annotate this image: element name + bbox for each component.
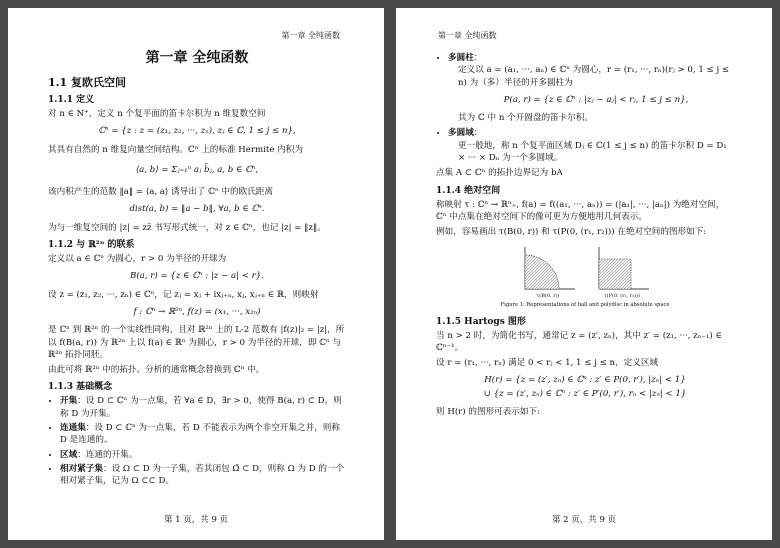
paragraph: 称映射 τ : ℂⁿ → ℝⁿ₊, f(a) = f((a₁, ···, aₙ)) = (|a₁|, ···, |aₙ|) 为绝对空间，ℂⁿ 中点集在绝对空间下的像可更为方便地用几何表示。	[436, 199, 725, 222]
list-item: • 多圆柱： 定义以 a = (a₁, ···, aₙ) ∈ ℂⁿ 为圆心，r = (r₁, ···, rₙ)(rⱼ > 0, 1 ≤ j ≤ n) 为（多）半径的开多圆柱为 P(a, r) = {z ∈ ℂⁿ : |zⱼ − aⱼ| < rⱼ, 1 ≤ j ≤ n}, 其为 ℂ 中 n 个开圆盘的笛卡尔积。	[448, 52, 734, 124]
equation: dist(a, b) = ‖a − b‖, ∀a, b ∈ ℂⁿ.	[129, 204, 265, 215]
paragraph: 定义以 a = (a₁, ···, aₙ) ∈ ℂⁿ 为圆心，r = (r₁, ···, rₙ)(rⱼ > 0, 1 ≤ j ≤ n) 为（多）半径的开多圆柱为	[458, 65, 730, 88]
term: 开集	[60, 396, 78, 407]
term: 连通集	[60, 423, 86, 434]
paragraph: 该内积产生的范数 ‖a‖ = ⟨a, a⟩ 诱导出了 ℂⁿ 中的欧氏距离	[48, 187, 273, 198]
section-title: 1.1 复欧氏空间	[48, 76, 126, 89]
paragraph: 点集 A ⊂ ℂⁿ 的拓扑边界记为 bA	[436, 168, 563, 179]
document-page-1	[8, 8, 384, 540]
paragraph: 当 n > 2 时，为简化书写，通常记 z = (z′, zₙ)，其中 z′ = (z₁, ···, zₙ₋₁) ∈ ℂⁿ⁻¹。	[436, 330, 722, 353]
subsection-title: 1.1.3 基础概念	[48, 382, 113, 393]
equation: P(a, r) = {z ∈ ℂⁿ : |zⱼ − aⱼ| < rⱼ, 1 ≤ j ≤ n},	[503, 94, 689, 105]
subfigure-caption: τ(B(0, r))	[536, 292, 560, 299]
paragraph: 是 ℂⁿ 到 ℝ²ⁿ 的一个实线性同构，且对 ℝ²ⁿ 上的 L-2 范数有 |f(z)|₂ = |z|，所以 f(B(a, r)) 为 ℝ²ⁿ 上以 f(a) ∈ ℝⁿ 为圆心，r > 0 为半径的开球，即 ℂⁿ 与 ℝ²ⁿ 拓扑同胚。	[48, 325, 345, 360]
equation: ℂⁿ = {z : z = (z₁, z₂, ···, zₙ), zⱼ ∈ ℂ, 1 ≤ j ≤ n},	[98, 126, 296, 137]
list-item	[60, 395, 346, 420]
figure-polydisc	[593, 245, 651, 300]
list-item	[60, 463, 346, 488]
subsection-title: 1.1.2 与 ℝ²ⁿ 的联系	[48, 240, 135, 251]
term: 相对紧子集	[60, 463, 103, 474]
term: 多圆柱	[448, 53, 474, 63]
list-item	[60, 449, 346, 461]
paragraph: 则 H(r) 的图形可表示如下:	[436, 407, 541, 418]
page-footer: 第 1 页，共 9 页	[163, 514, 229, 525]
paragraph: 设 r = (r₁, ···, rₙ) 满足 0 < rⱼ < 1, 1 ≤ j ≤ n，定义区域	[436, 358, 659, 369]
page-footer: 第 2 页，共 9 页	[551, 514, 617, 525]
subsection-title: 1.1.5 Hartogs 图形	[436, 316, 526, 327]
equation: H(r) = {z = (z′, zₙ) ∈ ℂⁿ : z′ ∈ P(0, r′), |zₙ| < 1}	[484, 375, 686, 386]
running-head: 第一章 全纯函数	[281, 31, 340, 40]
equation: B(a, r) = {z ∈ ℂⁿ : |z − a| < r}.	[130, 271, 264, 282]
definition-list	[48, 395, 346, 487]
paragraph: 对 n ∈ N⁺，定义 n 个复平面的笛卡尔积为 n 维复数空间	[48, 109, 266, 119]
figure-caption: Figure 1: Representations of ball and polydisc in absolute space	[500, 301, 670, 308]
figure	[436, 245, 734, 300]
paragraph: 定义以 a ∈ ℂⁿ 为圆心，r > 0 为半径的开球为	[48, 254, 227, 265]
page-body	[48, 48, 346, 490]
paragraph: 其为 ℂ 中 n 个开圆盘的笛卡尔积。	[458, 113, 594, 124]
definition-list	[436, 52, 734, 164]
polydisc-absolute-plot	[593, 245, 651, 293]
definition: ：连通的开集。	[77, 449, 138, 460]
equation: ⟨a, b⟩ = Σⱼ₌₁ⁿ aⱼ b̄ⱼ, a, b ∈ ℂⁿ,	[135, 164, 259, 175]
subsection-title: 1.1.4 绝对空间	[436, 185, 501, 196]
paragraph: 设 z = (z₁, z₂, ···, zₙ) ∈ ℂⁿ，记 zⱼ = xⱼ + ixⱼ₊ₙ, xⱼ, xⱼ₊ₙ ∈ ℝ，则映射	[48, 289, 319, 300]
paragraph: 例如，容易画出 τ(B(0, r)) 和 τ(P(0, (r₁, r₂))) 在绝对空间的图形如下:	[436, 227, 707, 238]
page-body	[436, 52, 734, 421]
figure-ball	[519, 245, 577, 300]
paragraph: 其具有自然的 n 维复向量空间结构。ℂⁿ 上的标准 Hermite 内积为	[48, 144, 303, 155]
term: 区域	[60, 449, 78, 460]
term: 多圆域	[448, 128, 474, 139]
equation: ∪ {z = (z′, zₙ) ∈ ℂⁿ : z′ ∈ P′(0, r′), rₙ < |zₙ| < 1}	[483, 388, 687, 399]
list-item	[60, 422, 346, 447]
paragraph: 更一般地，称 n 个复平面区域 Dⱼ ∈ ℂ(1 ≤ j ≤ n) 的笛卡尔积 D = D₁ × ··· × Dₙ 为一个多圆域。	[458, 140, 727, 164]
chapter-title: 第一章 全纯函数	[145, 50, 249, 66]
subsection-title: 1.1.1 定义	[48, 95, 95, 105]
document-page-2	[396, 8, 772, 540]
equation: f : ℂⁿ → ℝ²ⁿ, f(z) = (x₁, ···, x₂ₙ)	[133, 306, 261, 317]
list-item: • 多圆域： 更一般地，称 n 个复平面区域 Dⱼ ∈ ℂ(1 ≤ j ≤ n) 的笛卡尔积 D = D₁ × ··· × Dₙ 为一个多圆域。	[448, 127, 734, 164]
ball-absolute-plot	[519, 245, 577, 293]
paragraph: 为与一维复空间的 |z| = zz̄ 书写形式统一，对 z ∈ ℂⁿ，也记 |z| = ‖z‖。	[48, 222, 326, 233]
definition: ：设 D ⊂ ℂⁿ 为一点集，若 D 不能表示为两个非空开集之并，则称 D 是连通的。	[60, 423, 340, 446]
subfigure-caption: τ(P(0, (r₁, r₂)))	[603, 292, 641, 299]
definition: ：设 D ⊂ ℂⁿ 为一点集，若 ∀a ∈ D，∃r > 0，使得 B(a, r) ⊂ D，则称 D 为开集。	[60, 396, 342, 419]
paragraph: 由此可将 ℝ²ⁿ 中的拓扑、分析的通常概念替换到 ℂⁿ 中。	[48, 365, 265, 376]
definition: ：设 Ω ⊂ D 为一子集，若其闭包 Ω̄ ⊂ D，则称 Ω 为 D 的一个相对紧子集，记为 Ω ⊂⊂ D。	[60, 463, 345, 487]
running-head: 第一章 全纯函数	[438, 31, 497, 40]
